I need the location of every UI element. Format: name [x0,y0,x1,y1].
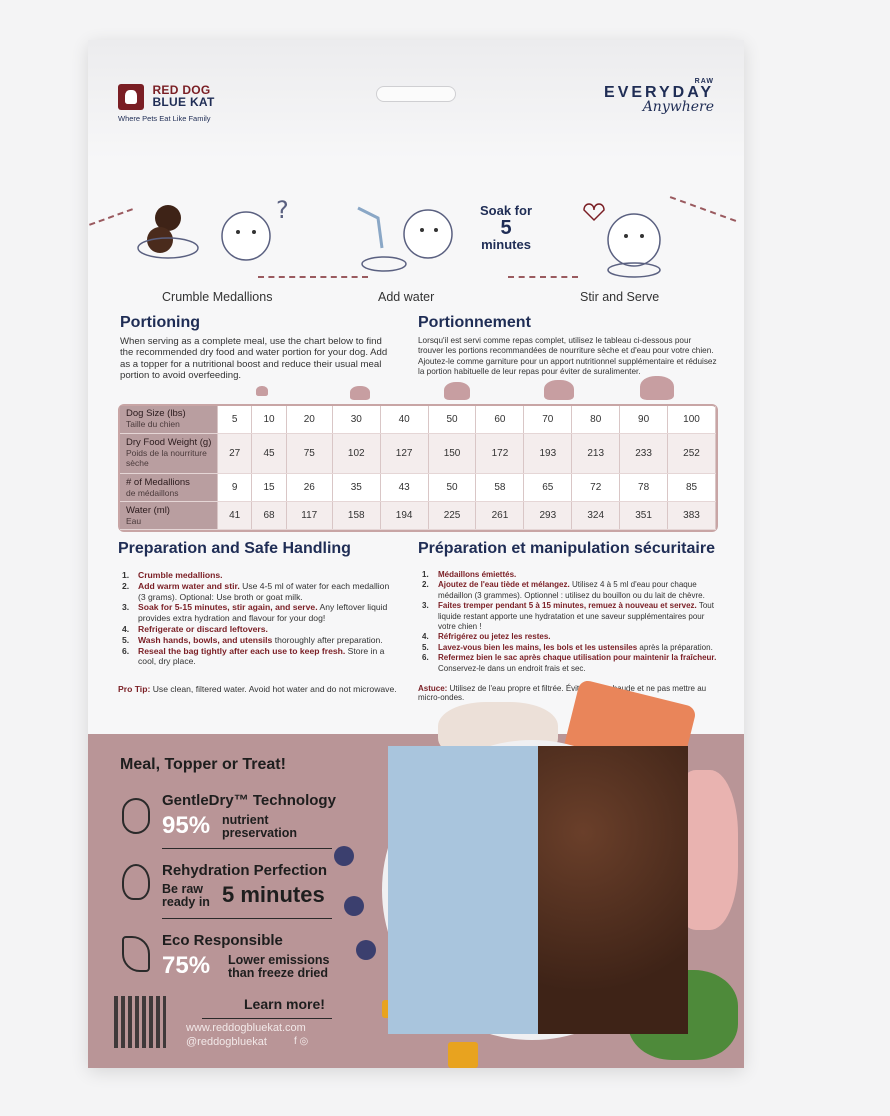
table-cell: 85 [668,474,716,502]
brand-line-1: RED DOG [152,83,211,97]
dog-silhouette-icon [256,386,268,396]
table-cell: 127 [380,433,428,473]
dog-silhouette-icon [444,382,470,400]
dog-silhouette-icon [350,386,370,400]
item-bold: Réfrigérez ou jetez les restes. [438,632,551,642]
row-label-fr: Eau [126,515,142,526]
brand-name [152,84,214,108]
soak-number: 5 [500,217,512,239]
item-text: Utilisez 4 à 5 ml d'eau pour chaque médaillon (3 grammes). Optionnel : utilisez du bouillon ou du lait de chèvre. [438,580,705,600]
item-bold: Reseal the bag tightly after each use to keep fresh. [138,645,346,656]
blueberry-image [344,896,364,916]
list-item [118,581,394,603]
item-text: Store in a cool, dry place. [138,645,385,667]
item-bold: Wash hands, bowls, and utensils [138,634,273,645]
table-cell: 43 [380,474,428,502]
table-cell: 27 [218,433,252,473]
row-label: Water (ml) [126,504,170,516]
gentledry-text: nutrient preservation [222,813,298,840]
table-cell: 193 [524,433,572,473]
row-label: Dog Size (lbs) [126,408,186,420]
blueberry-image [356,940,376,960]
item-text: après la préparation. [637,642,713,652]
item-text: Any leftover liquid provides extra hydration and flavour for your dog! [138,602,388,624]
preparation-steps-illustration [88,188,744,318]
list-item [418,653,718,674]
hang-hole [376,86,456,102]
table-cell: 68 [252,502,286,530]
eco-percent: 75% [162,952,211,979]
svg-text:?: ? [276,196,289,224]
product-raw-label: RAW [694,78,714,85]
list-item [118,646,394,668]
table-cell: 75 [286,433,332,473]
table-cell: 78 [620,474,668,502]
social-icons[interactable]: f ◎ [294,1036,309,1047]
pumpkin-image [448,1042,478,1068]
item-number: 3. [422,601,429,611]
brand-logo-block [118,83,215,123]
item-bold: Crumble medallions. [138,570,223,580]
add-water-icon [348,188,468,278]
table-row [120,433,716,473]
prep-en-list [118,570,394,667]
item-number: 3. [122,602,130,613]
table-cell: 225 [428,502,476,530]
brand-line-2: BLUE KAT [152,95,215,109]
prep-fr-list [418,570,718,674]
item-bold: Faites tremper pendant 5 à 15 minutes, remuez à nouveau et servez. [438,601,697,611]
product-bag [88,40,744,1068]
list-item [418,632,718,642]
table-cell: 9 [218,474,252,502]
table-row [120,502,716,530]
list-item [118,624,394,635]
list-item [418,570,718,580]
table-cell: 26 [286,474,332,502]
item-bold: Ajoutez de l'eau tiède et mélangez. [438,580,570,590]
stir-serve-dog-icon [574,192,684,282]
learn-more-link[interactable]: Learn more! [244,996,325,1012]
list-item [118,635,394,646]
table-cell: 194 [380,502,428,530]
product-subname: Anywhere [642,99,714,115]
table-cell: 117 [286,502,332,530]
row-label-fr: Taille du chien [126,419,180,430]
item-text: Tout liquide restant apporte une hydratation et une saveur supplémentaires pour votre chien ! [438,601,714,632]
item-number: 5. [422,642,429,652]
list-item [418,580,718,601]
medallions-bowl-icon [136,196,289,276]
learn-more-underline [202,1018,332,1019]
bowl-empty-half [388,746,538,1034]
table-cell: 158 [332,502,380,530]
portionnement-text: Lorsqu'il est servi comme repas complet, utilisez le tableau ci-dessous pour trouver les portions recommandées de nourriture sèche et d'eau pour votre chien. Ajoutez-le comme garniture pour un apport nutritionnel supplémentaire et réduisez la portion habituelle de leur repas pour éviter de suralimenter. [418,336,717,377]
table-cell: 233 [620,433,668,473]
table-cell: 40 [380,406,428,433]
item-number: 6. [422,653,429,663]
dog-cat-logo-icon [118,84,144,110]
table-cell: 50 [428,474,476,502]
bowl-rehydrated-food-half [538,746,688,1034]
list-item [118,570,394,581]
soak-text: Soak for [480,203,533,218]
table-cell: 70 [524,406,572,433]
prep-fr-title: Préparation et manipulation sécuritaire [418,540,715,557]
table-cell: 35 [332,474,380,502]
row-header [120,474,218,502]
pro-tip [118,684,398,694]
dashed-path [508,276,578,278]
table-row [120,406,716,433]
step-crumble-label: Crumble Medallions [162,290,273,304]
item-text: Use 4-5 ml of water for each medallion (3 grams). Optional: Use broth or goat milk. [138,580,390,602]
item-bold: Refrigerate or discard leftovers. [138,623,268,634]
table-cell: 213 [572,433,620,473]
item-bold: Médaillons émiettés. [438,570,517,579]
features-title: Meal, Topper or Treat! [120,756,286,773]
portionnement-title: Portionnement [418,314,531,331]
table-cell: 383 [668,502,716,530]
table-cell: 20 [286,406,332,433]
portioning-title: Portioning [120,314,200,331]
item-number: 2. [422,580,429,590]
table-cell: 5 [218,406,252,433]
social-handle[interactable]: @reddogbluekat [186,1036,267,1048]
rehydration-title: Rehydration Perfection [162,862,328,879]
dog-silhouette-icon [544,380,574,400]
table-cell: 80 [572,406,620,433]
astuce-tip [418,684,728,702]
portioning-text: When serving as a complete meal, use the chart below to find the recommended dry food and water portion for your dog. Add as a topper for a nutritional boost and reduce their usual meal portion to avoid overfeeding. [120,336,388,382]
list-item [418,643,718,653]
row-label: Dry Food Weight (g) [126,437,212,449]
list-item [418,601,718,632]
item-number: 2. [122,580,130,591]
table-cell: 100 [668,406,716,433]
product-name: EVERYDAY [604,84,714,101]
table-cell: 10 [252,406,286,433]
table-cell: 50 [428,406,476,433]
row-label-fr: de médaillons [126,487,179,498]
item-number: 4. [122,623,130,634]
table-cell: 172 [476,433,524,473]
gentledry-title: GentleDry™ Technology [162,792,336,809]
item-bold: Soak for 5-15 minutes, stir again, and serve. [138,602,318,613]
blueberry-image [334,846,354,866]
dog-silhouette-icon [640,376,674,400]
table-cell: 261 [476,502,524,530]
divider [162,918,332,919]
table-cell: 60 [476,406,524,433]
item-number: 4. [422,632,429,642]
row-label: # of Medallions [126,476,190,488]
item-number: 6. [122,645,130,656]
table-cell: 45 [252,433,286,473]
qr-code[interactable] [114,996,166,1048]
item-bold: Add warm water and stir. [138,580,240,591]
prep-en-title: Preparation and Safe Handling [118,540,351,557]
gentledry-percent: 95% [162,812,211,839]
item-text: Conservez-le dans un endroit frais et sec. [438,663,586,673]
row-header [120,502,218,530]
item-number: 1. [122,570,130,580]
table-cell: 15 [252,474,286,502]
list-item [118,602,394,624]
product-logo [604,78,714,115]
water-drop-icon [122,864,150,900]
rehydration-minutes: 5 minutes [222,882,325,907]
food-bowl-image [382,740,682,1040]
pro-tip-text: Use clean, filtered water. Avoid hot water and do not microwave. [150,684,397,694]
portion-chart [118,404,718,532]
table-cell: 324 [572,502,620,530]
brand-tagline: Where Pets Eat Like Family [118,114,211,123]
item-number: 1. [422,570,429,579]
table-cell: 150 [428,433,476,473]
row-header [120,406,218,433]
table-cell: 58 [476,474,524,502]
eco-text: Lower emissions than freeze dried [228,953,330,980]
table-cell: 351 [620,502,668,530]
astuce-text: Utilisez de l'eau propre et filtrée. Évitez l'eau chaude et ne pas mettre au micro-ondes. [418,684,707,702]
portion-table [120,406,716,530]
table-cell: 102 [332,433,380,473]
step-stir-serve-label: Stir and Serve [580,290,660,304]
soak-callout [480,204,532,252]
table-cell: 90 [620,406,668,433]
eco-title: Eco Responsible [162,932,283,949]
table-cell: 41 [218,502,252,530]
website-link[interactable]: www.reddogbluekat.com [186,1022,306,1034]
row-label-fr: Poids de la nourriture sèche [126,448,207,469]
soak-unit: minutes [481,237,531,252]
item-text: thoroughly after preparation. [272,634,383,645]
table-cell: 293 [524,502,572,530]
divider [162,848,332,849]
table-cell: 30 [332,406,380,433]
pro-tip-label: Pro Tip: [118,684,151,694]
item-bold: Refermez bien le sac après chaque utilisation pour maintenir la fraîcheur. [438,653,717,663]
row-header [120,433,218,473]
rehydration-text: Be raw ready in [162,882,210,909]
step-add-water-label: Add water [378,290,435,304]
item-number: 5. [122,634,130,645]
item-bold: Lavez-vous bien les mains, les bols et les ustensiles [438,642,638,652]
thermometer-icon [122,798,150,834]
astuce-label: Astuce: [418,684,448,693]
table-row [120,474,716,502]
dashed-path [89,208,133,226]
table-cell: 252 [668,433,716,473]
table-cell: 72 [572,474,620,502]
table-cell: 65 [524,474,572,502]
